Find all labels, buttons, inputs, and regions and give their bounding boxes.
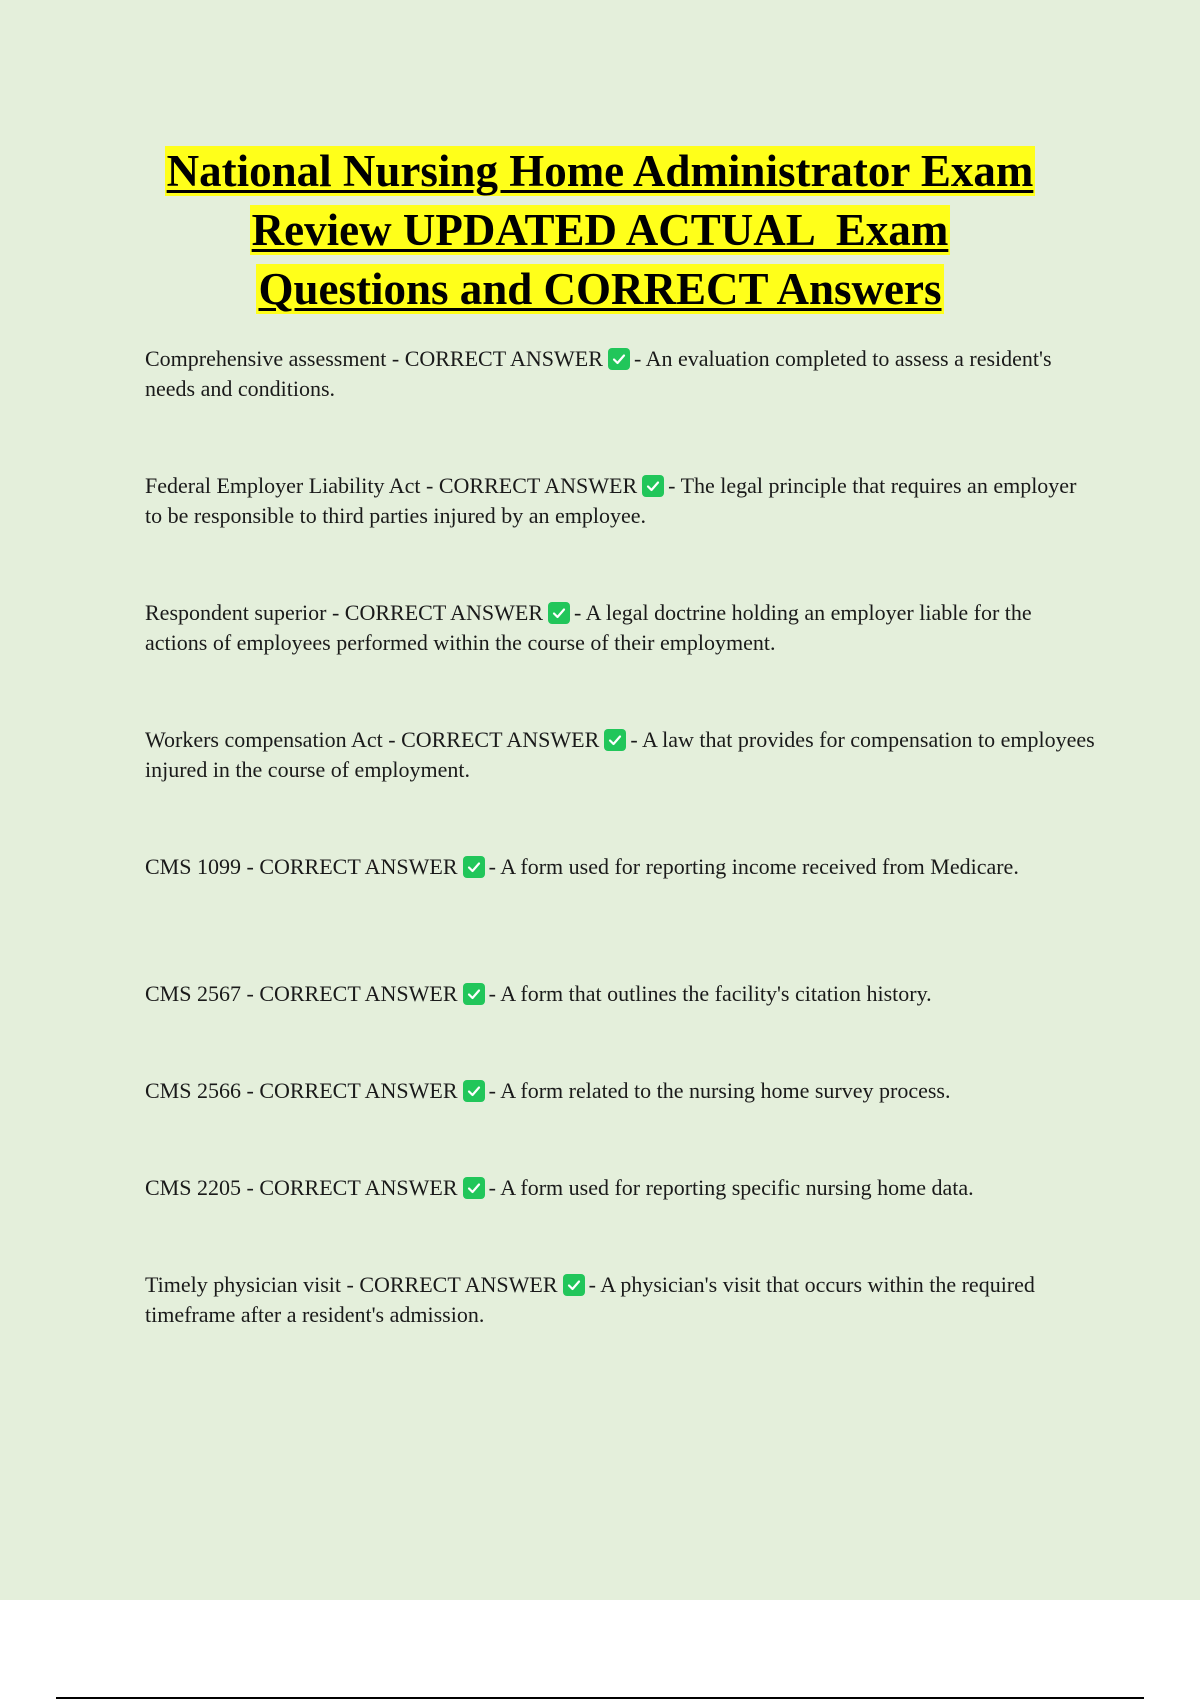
answer-marker: CORRECT ANSWER — [344, 600, 544, 625]
qa-entry: Timely physician visit - CORRECT ANSWER - A physician's visit that occurs within the required timeframe after a resident's admission. — [145, 1272, 1035, 1327]
answer-marker: CORRECT ANSWER — [401, 727, 600, 752]
qa-entry: CMS 2205 - CORRECT ANSWER - A form used for reporting specific nursing home data. — [145, 1175, 974, 1200]
answer-marker: CORRECT ANSWER — [259, 1078, 458, 1103]
entry-definition: A form used for reporting specific nursing home data. — [500, 1175, 974, 1200]
qa-entry: Respondent superior - CORRECT ANSWER - A legal doctrine holding an employer liable for the actions of employees performed within the course of their employment. — [145, 600, 1032, 655]
footer-divider — [56, 1697, 1144, 1699]
check-icon — [463, 856, 485, 878]
entry-term: CMS 2567 — [145, 981, 241, 1006]
title-line-3: Questions and CORRECT Answers — [258, 264, 942, 314]
entry-definition: A form that outlines the facility's citation history. — [500, 981, 932, 1006]
check-icon — [463, 1080, 485, 1102]
answer-marker: CORRECT ANSWER — [438, 473, 638, 498]
qa-entry: Federal Employer Liability Act - CORRECT ANSWER - The legal principle that requires an employer to be responsible to third parties injured by an employee. — [145, 473, 1077, 528]
entry-term: Comprehensive assessment — [145, 346, 387, 371]
answer-marker: CORRECT ANSWER — [359, 1272, 558, 1297]
entry-definition: A form used for reporting income received from Medicare. — [500, 854, 1019, 879]
entry-term: CMS 2566 — [145, 1078, 241, 1103]
check-icon — [463, 1177, 485, 1199]
qa-entry: Comprehensive assessment - CORRECT ANSWER - An evaluation completed to assess a resident's needs and conditions. — [145, 346, 1052, 401]
entry-definition: A legal doctrine holding an employer liable for the actions of employees performed within the course of their employment. — [145, 600, 1032, 655]
qa-entry: Workers compensation Act - CORRECT ANSWER - A law that provides for compensation to employees injured in the course of employment. — [145, 727, 1095, 782]
document-title — [120, 142, 1080, 319]
entry-term: CMS 2205 — [145, 1175, 241, 1200]
check-icon — [548, 602, 570, 624]
check-icon — [563, 1274, 585, 1296]
qa-entry: CMS 2567 - CORRECT ANSWER - A form that outlines the facility's citation history. — [145, 981, 932, 1006]
check-icon — [604, 729, 626, 751]
entry-definition: A physician's visit that occurs within the required timeframe after a resident's admission. — [145, 1272, 1035, 1327]
title-line-1: National Nursing Home Administrator Exam — [166, 146, 1034, 196]
answer-marker: CORRECT ANSWER — [404, 346, 603, 371]
title-line-2: Review UPDATED ACTUAL Exam — [251, 205, 949, 255]
qa-entry: CMS 1099 - CORRECT ANSWER - A form used for reporting income received from Medicare. — [145, 854, 1019, 879]
entry-definition: A law that provides for compensation to employees injured in the course of employment. — [145, 727, 1095, 782]
entry-term: CMS 1099 — [145, 854, 241, 879]
entry-term: Workers compensation Act — [145, 727, 383, 752]
entry-definition: A form related to the nursing home survey process. — [500, 1078, 951, 1103]
answer-marker: CORRECT ANSWER — [259, 854, 458, 879]
check-icon — [463, 983, 485, 1005]
entry-term: Federal Employer Liability Act — [145, 473, 421, 498]
qa-entry: CMS 2566 - CORRECT ANSWER - A form related to the nursing home survey process. — [145, 1078, 951, 1103]
check-icon — [642, 475, 664, 497]
entry-term: Timely physician visit — [145, 1272, 341, 1297]
answer-marker: CORRECT ANSWER — [259, 981, 458, 1006]
entry-definition: An evaluation completed to assess a resident's needs and conditions. — [145, 346, 1052, 401]
entry-term: Respondent superior — [145, 600, 327, 625]
check-icon — [608, 348, 630, 370]
answer-marker: CORRECT ANSWER — [259, 1175, 458, 1200]
entry-definition: The legal principle that requires an employer to be responsible to third parties injured by an employee. — [145, 473, 1077, 528]
